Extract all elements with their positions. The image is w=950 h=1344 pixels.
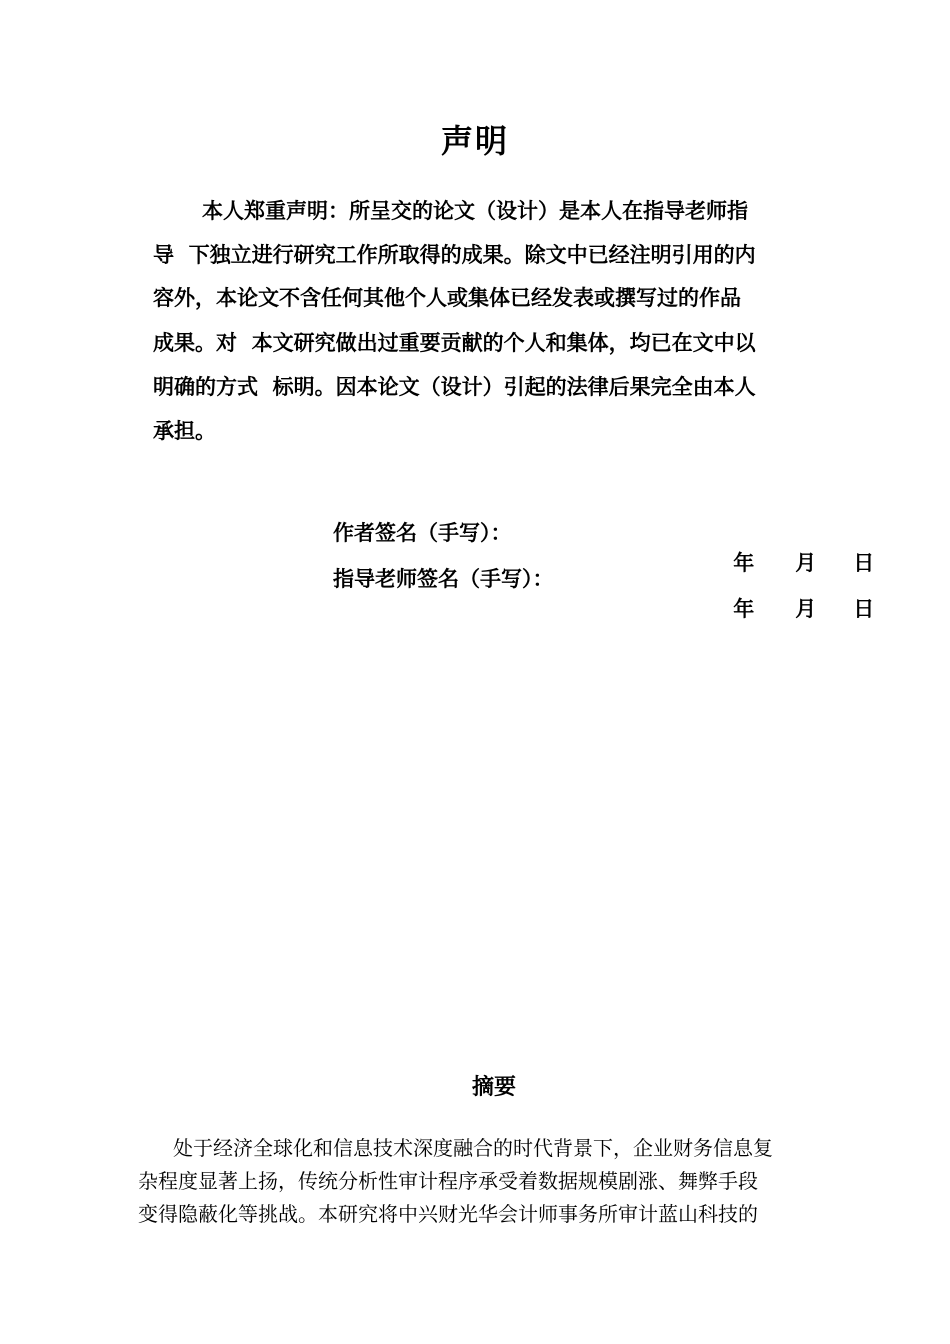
abstract-line: 处于经济全球化和信息技术深度融合的时代背景下，企业财务信息复 [173, 1136, 773, 1160]
day-label: 日 [853, 597, 875, 621]
year-label: 年 [733, 597, 755, 621]
declaration-line: 导 下独立进行研究工作所取得的成果。除文中已经注明引用的内 [153, 243, 756, 267]
author-signature-label: 作者签名（手写）： [333, 521, 512, 545]
year-label: 年 [733, 551, 755, 575]
abstract-line: 变得隐蔽化等挑战。本研究将中兴财光华会计师事务所审计蓝山科技的 [138, 1202, 758, 1226]
declaration-line: 成果。对 本文研究做出过重要贡献的个人和集体，均已在文中以 [153, 331, 756, 355]
declaration-line: 明确的方式 标明。因本论文（设计）引起的法律后果完全由本人 [153, 375, 756, 399]
abstract-title: 摘要 [471, 1075, 516, 1100]
declaration-line: 承担。 [153, 419, 216, 443]
advisor-signature-label: 指导老师签名（手写）： [333, 567, 554, 591]
declaration-title: 声明 [440, 122, 509, 160]
day-label: 日 [853, 551, 875, 575]
declaration-line: 本人郑重声明：所呈交的论文（设计）是本人在指导老师指 [202, 199, 748, 223]
declaration-line: 容外，本论文不含任何其他个人或集体已经发表或撰写过的作品 [153, 286, 741, 310]
month-label: 月 [795, 551, 817, 575]
advisor-signature-date [704, 564, 874, 654]
month-label: 月 [795, 597, 817, 621]
abstract-line: 杂程度显著上扬，传统分析性审计程序承受着数据规模剧涨、舞弊手段 [138, 1169, 758, 1193]
